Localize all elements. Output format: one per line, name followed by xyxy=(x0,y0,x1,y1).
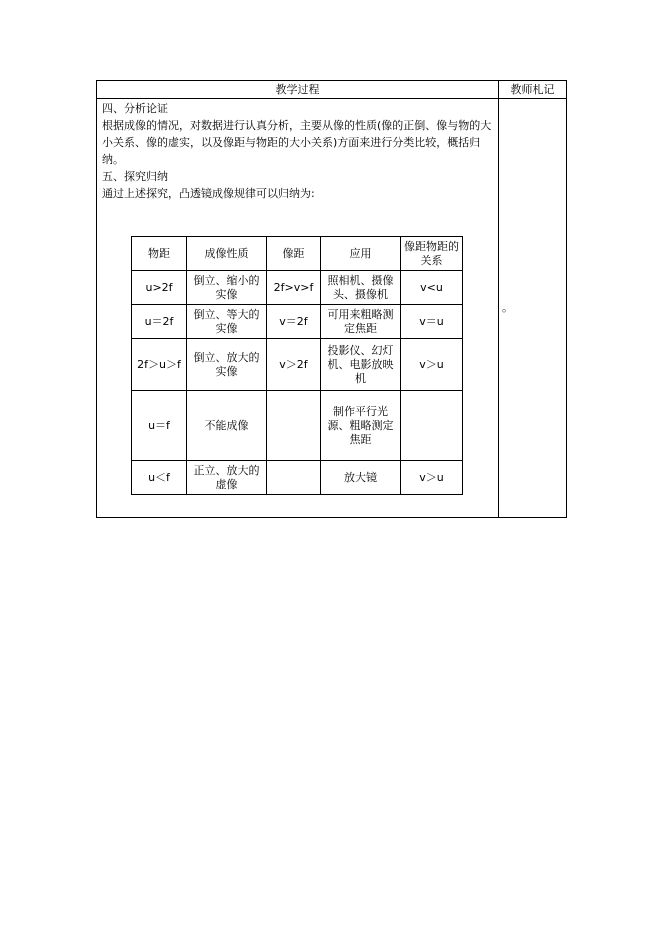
cell-image-distance xyxy=(267,391,321,461)
cell-image-nature: 倒立、等大的实像 xyxy=(187,305,267,339)
section5-body: 通过上述探究，凸透镜成像规律可以归纳为: xyxy=(102,187,315,200)
cell-image-distance xyxy=(267,461,321,495)
cell-relation: v<u xyxy=(401,271,463,305)
cell-image-nature: 正立、放大的虚像 xyxy=(187,461,267,495)
table-row xyxy=(132,461,463,495)
cell-application: 可用来粗略测定焦距 xyxy=(321,305,401,339)
lesson-frame xyxy=(96,80,567,518)
header-teaching-process: 教学过程 xyxy=(275,83,320,96)
col-header-object-distance: 物距 xyxy=(132,237,187,271)
col-header-relation: 像距物距的关系 xyxy=(401,237,463,271)
cell-application: 投影仪、幻灯机、电影放映机 xyxy=(321,339,401,391)
table-row xyxy=(132,391,463,461)
col-header-image-nature: 成像性质 xyxy=(187,237,267,271)
col-header-image-distance: 像距 xyxy=(267,237,321,271)
col-header-application: 应用 xyxy=(321,237,401,271)
teacher-notes-mark: 。 xyxy=(502,301,513,314)
cell-application: 照相机、摄像头、摄像机 xyxy=(321,271,401,305)
section4-body: 根据成像的情况，对数据进行认真分析，主要从像的性质(像的正倒、像与物的大小关系、像的虚实，以及像距与物距的大小关系)方面来进行分类比较，概括归纳。 xyxy=(102,119,492,166)
table-header-row xyxy=(132,237,463,271)
table-row xyxy=(132,271,463,305)
cell-image-nature: 倒立、放大的实像 xyxy=(187,339,267,391)
cell-image-distance: 2f>v>f xyxy=(267,271,321,305)
header-teacher-notes: 教师札记 xyxy=(510,83,555,96)
cell-object-distance: u＝f xyxy=(132,391,187,461)
cell-object-distance: u＜f xyxy=(132,461,187,495)
cell-relation: v＞u xyxy=(401,339,463,391)
cell-object-distance: u＝2f xyxy=(132,305,187,339)
cell-image-nature: 不能成像 xyxy=(187,391,267,461)
cell-image-distance: v＝2f xyxy=(267,305,321,339)
cell-image-distance: v＞2f xyxy=(267,339,321,391)
column-divider xyxy=(498,81,499,517)
cell-relation xyxy=(401,391,463,461)
lens-imaging-table xyxy=(131,236,463,495)
section4-title: 四、分析论证 xyxy=(102,102,168,115)
cell-application: 放大镜 xyxy=(321,461,401,495)
process-content xyxy=(102,100,494,202)
table-row xyxy=(132,305,463,339)
table-row xyxy=(132,339,463,391)
cell-object-distance: u>2f xyxy=(132,271,187,305)
cell-image-nature: 倒立、缩小的实像 xyxy=(187,271,267,305)
cell-relation: v＝u xyxy=(401,305,463,339)
cell-relation: v＞u xyxy=(401,461,463,495)
cell-object-distance: 2f＞u＞f xyxy=(132,339,187,391)
cell-application: 制作平行光源、粗略测定焦距 xyxy=(321,391,401,461)
section5-title: 五、探究归纳 xyxy=(102,170,168,183)
